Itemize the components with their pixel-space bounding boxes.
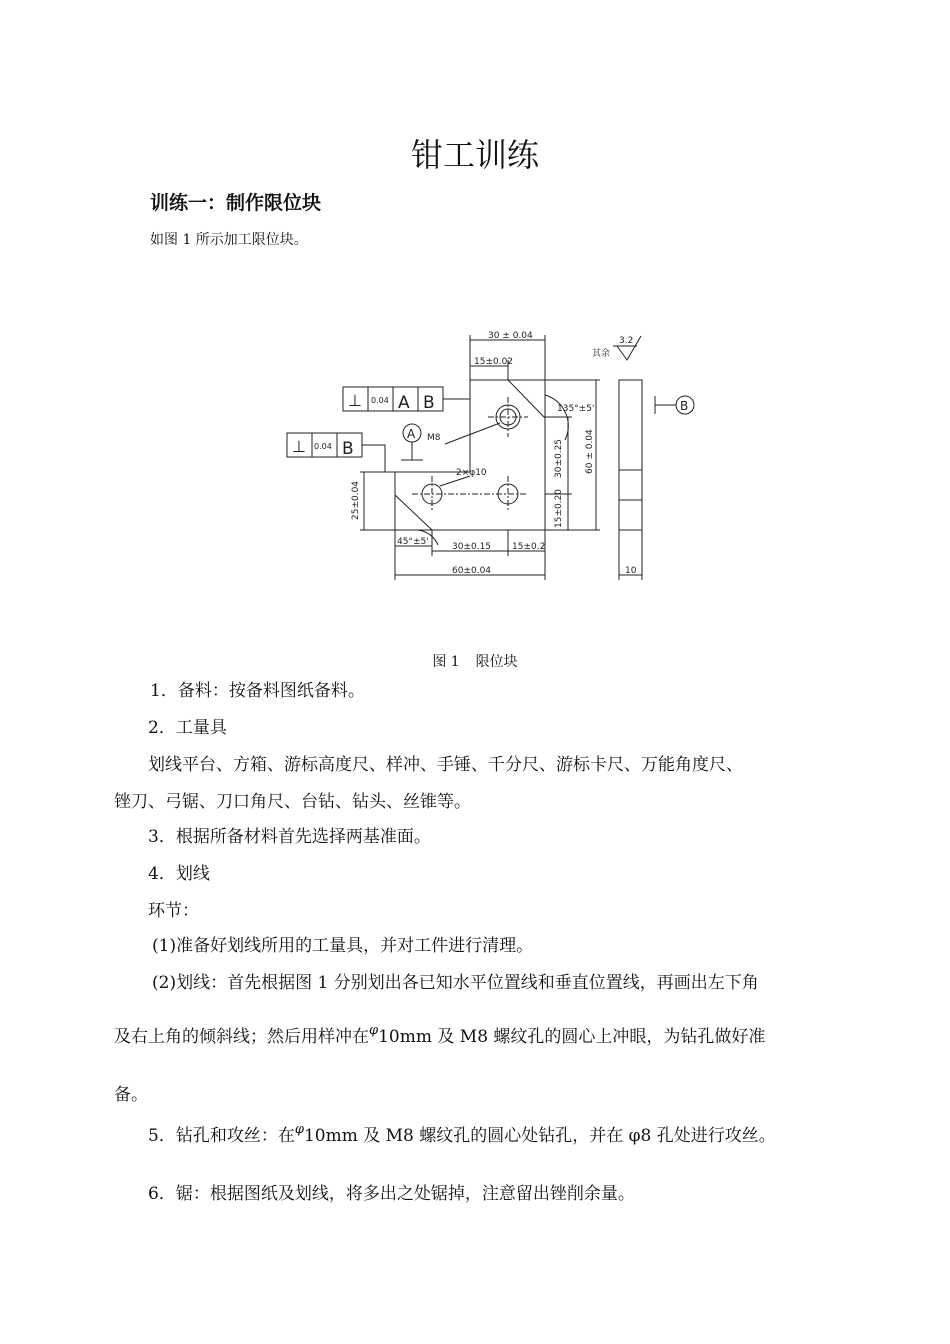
step-5 <box>148 1121 776 1146</box>
frame1-datum-b: B <box>423 393 435 413</box>
step-2-line2: 锉刀、弓锯、刀口角尺、台钻、钻头、丝锥等。 <box>114 792 471 812</box>
step-5a: 5．钻孔和攻丝：在 <box>148 1126 295 1146</box>
dim-top-30: 30 ± 0.04 <box>488 331 533 341</box>
dim-holes: 2×φ10 <box>456 468 487 478</box>
dim-v-25: 25±0.04 <box>351 480 361 520</box>
dim-bottom-15: 15±0.2 <box>512 542 546 552</box>
roughness-value: 3.2 <box>619 336 634 346</box>
dim-bottom-30: 30±0.15 <box>452 542 492 552</box>
lower-left-diagonal <box>395 495 432 530</box>
step-4: 4．划线 <box>148 864 210 884</box>
dim-top-15: 15±0.02 <box>474 357 514 367</box>
side-view <box>619 380 642 530</box>
dim-bottom-60: 60±0.04 <box>452 566 492 576</box>
dim-thickness-10: 10 <box>625 566 637 576</box>
page-title: 钳工训练 <box>410 136 539 174</box>
step-1: 1．备料：按备料图纸备料。 <box>150 681 365 701</box>
dim-v-60: 60 ± 0.04 <box>585 429 595 474</box>
step-2-line1: 划线平台、方箱、游标高度尺、样冲、手锤、千分尺、游标卡尺、万能角度尺、 <box>148 755 743 775</box>
frame2-perp-symbol: ⊥ <box>292 437 306 456</box>
phi-symbol: φ <box>369 1023 379 1038</box>
step-4-p2-line3: 备。 <box>114 1085 148 1105</box>
caption-number: 图 1 <box>432 654 460 670</box>
dim-angle-135: 135°±5' <box>557 404 595 414</box>
datum-a-label: A <box>407 427 416 441</box>
frame1-perp-symbol: ⊥ <box>348 391 362 410</box>
step-5b: 10mm 及 M8 螺纹孔的圆心处钻孔，并在 φ8 孔处进行攻丝。 <box>303 1126 776 1146</box>
intro-text: 如图 1 所示加工限位块。 <box>150 232 308 248</box>
frame2-tolerance: 0.04 <box>314 442 332 451</box>
step-4-p2-line1: (2)划线：首先根据图 1 分别划出各已知水平位置线和垂直位置线，再画出左下角 <box>152 973 759 993</box>
upper-right-diagonal <box>508 380 545 418</box>
section-heading: 训练一：制作限位块 <box>150 192 322 214</box>
step-4-p1: (1)准备好划线所用的工量具，并对工件进行清理。 <box>152 936 534 956</box>
frame1-tolerance: 0.04 <box>371 396 389 405</box>
frame1-datum-a: A <box>398 393 410 413</box>
step-3: 3．根据所备材料首先选择两基准面。 <box>148 827 431 847</box>
dim-m8: M8 <box>427 433 441 443</box>
step-4-p2-line2 <box>114 1022 765 1047</box>
step-4-p2-line2b: 10mm 及 M8 螺纹孔的圆心上冲眼，为钻孔做好准 <box>378 1027 766 1047</box>
dim-v-30: 30±0.25 <box>554 438 564 478</box>
limit-block-drawing <box>0 0 950 640</box>
figure-caption <box>0 651 950 671</box>
step-2: 2．工量具 <box>148 718 227 738</box>
frame2-datum-b: B <box>342 439 354 459</box>
step-6: 6．锯：根据图纸及划线，将多出之处锯掉，注意留出锉削余量。 <box>148 1184 635 1204</box>
caption-text: 限位块 <box>475 654 518 670</box>
step-4-sub: 环节： <box>148 901 199 921</box>
step-4-p2-line2a: 及右上角的倾斜线；然后用样冲在 <box>114 1027 369 1047</box>
roughness-label: 其余 <box>592 349 611 359</box>
phi-symbol-2: φ <box>294 1122 304 1137</box>
dim-angle-45: 45°±5' <box>397 537 429 547</box>
dim-v-15: 15±0.20 <box>554 488 564 528</box>
datum-b-label: B <box>680 399 689 413</box>
